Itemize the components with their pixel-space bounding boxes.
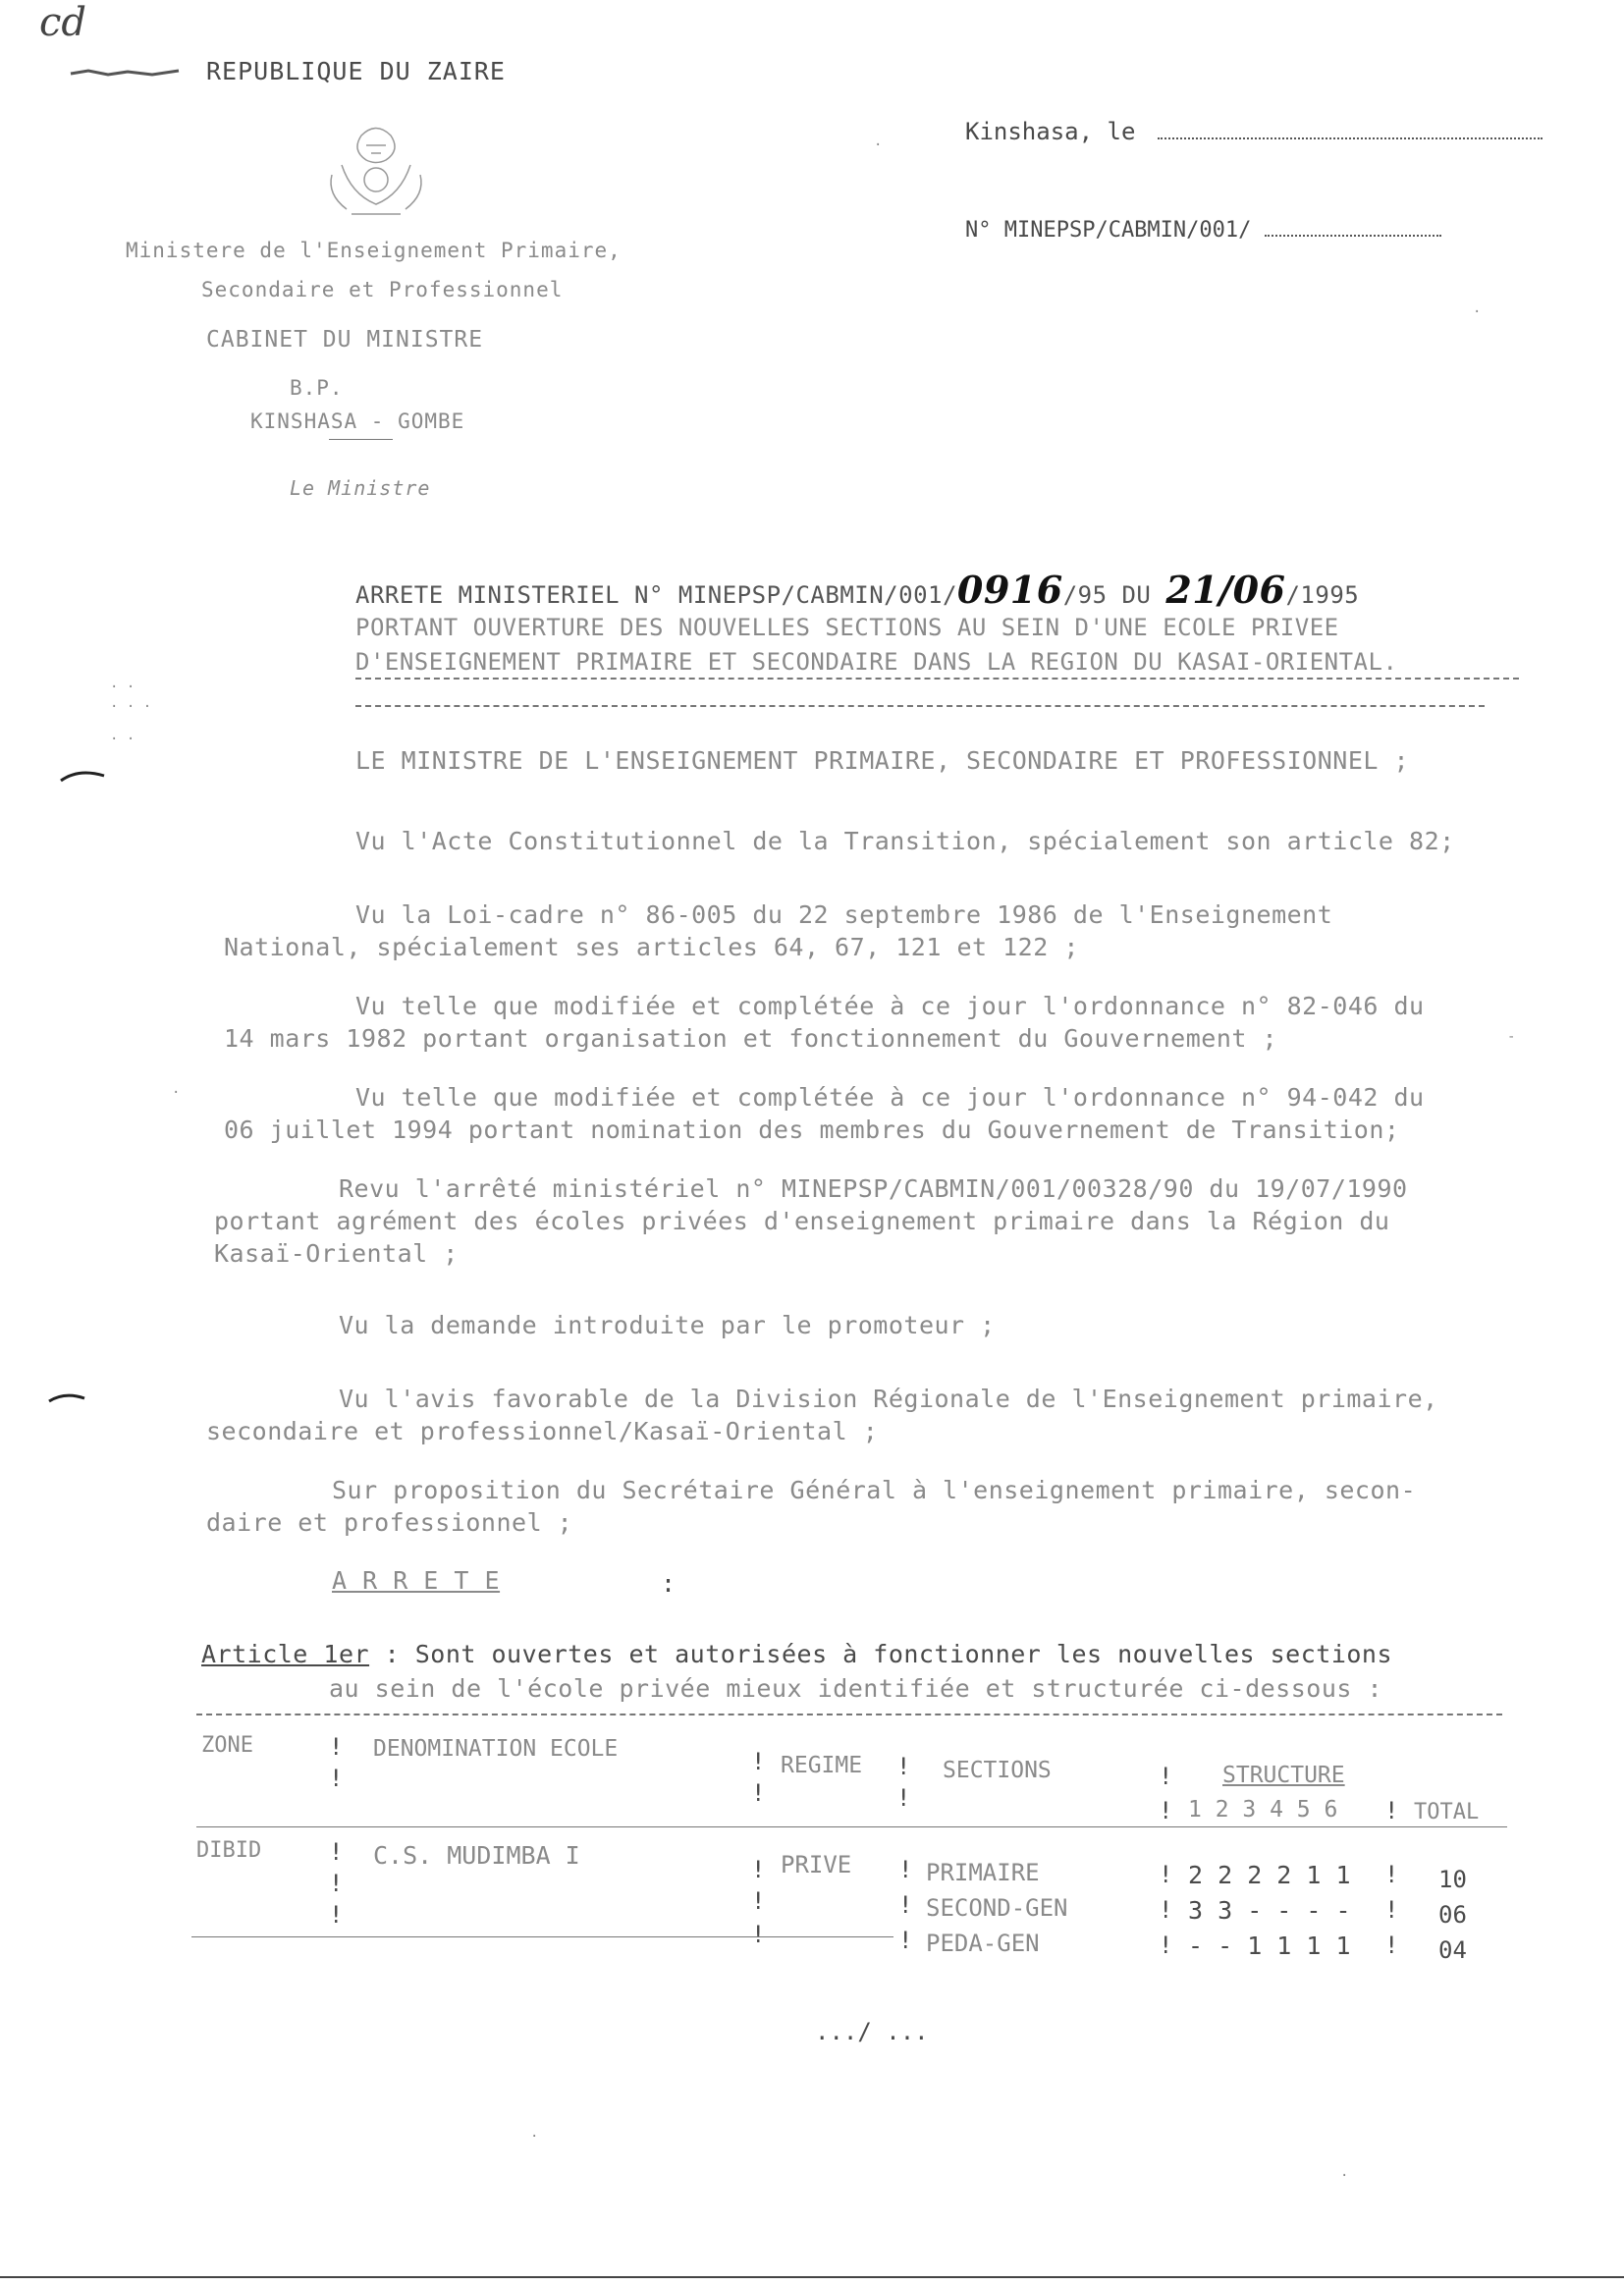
- table-structure-3: - - 1 1 1 1: [1188, 1932, 1351, 1960]
- table-sep-3b: !: [896, 1784, 911, 1812]
- table-sep-1b: !: [329, 1765, 344, 1792]
- table-section-3: PEDA-GEN: [926, 1930, 1040, 1957]
- minister-heading: LE MINISTRE DE L'ENSEIGNEMENT PRIMAIRE, SECONDAIRE ET PROFESSIONNEL ;: [355, 746, 1410, 775]
- considerant-1: Vu l'Acte Constitutionnel de la Transition, spécialement son article 82;: [355, 827, 1455, 855]
- decree-title-underline: [355, 678, 1519, 680]
- considerant-5c: Kasaï-Oriental ;: [214, 1239, 459, 1268]
- table-header-total: TOTAL: [1414, 1800, 1480, 1824]
- article-1: [201, 1640, 1392, 1668]
- reference-blank: [1265, 235, 1441, 237]
- scan-speck: ·: [1340, 2168, 1349, 2184]
- table-zone: DIBID: [196, 1838, 262, 1863]
- table-sep-st-3: !: [1159, 1932, 1173, 1959]
- arrete-heading: A R R E T E: [332, 1566, 501, 1595]
- header-bp: B.P.: [290, 376, 344, 400]
- corner-handwritten-mark: cd: [39, 0, 87, 45]
- considerant-8b: daire et professionnel ;: [206, 1508, 573, 1537]
- letterhead-scribble: [69, 63, 182, 71]
- reference-label: N° MINEPSP/CABMIN/001/: [965, 218, 1252, 243]
- table-sep-2: !: [751, 1748, 766, 1775]
- considerant-4a: Vu telle que modifiée et complétée à ce jour l'ordonnance n° 94-042 du: [355, 1083, 1425, 1112]
- table-sep-sec-3: !: [898, 1927, 913, 1954]
- scan-speck: ·: [530, 2129, 539, 2145]
- table-section-2: SECOND-GEN: [926, 1894, 1068, 1922]
- considerant-4b: 06 juillet 1994 portant nomination des membres du Gouvernement de Transition;: [224, 1116, 1400, 1144]
- table-header-regime: REGIME: [781, 1753, 863, 1778]
- header-cabinet: CABINET DU MINISTRE: [206, 327, 484, 353]
- article-label: Article 1er: [201, 1640, 370, 1668]
- table-sep-6: !: [1384, 1797, 1399, 1824]
- table-total-3: 04: [1438, 1936, 1467, 1964]
- decree-title-prefix: ARRETE MINISTERIEL N° MINEPSP/CABMIN/001/: [355, 581, 957, 609]
- considerant-7a: Vu l'avis favorable de la Division Régionale de l'Enseignement primaire,: [339, 1385, 1438, 1413]
- table-sep-r2: !: [751, 1856, 766, 1883]
- table-bottom-rule: [191, 1936, 893, 1937]
- scan-speck: ·: [1473, 304, 1482, 320]
- table-sep-r1c: !: [329, 1901, 344, 1929]
- scan-speck: ·: [874, 137, 883, 153]
- reference-number: [965, 218, 1441, 243]
- table-header-zone: ZONE: [201, 1733, 253, 1758]
- header-ministry-line1: Ministere de l'Enseignement Primaire,: [126, 239, 622, 262]
- arrete-colon: :: [661, 1569, 677, 1598]
- considerant-8a: Sur proposition du Secrétaire Général à l'enseignement primaire, secon-: [332, 1476, 1417, 1504]
- decree-title-mid: /95 DU: [1062, 581, 1152, 609]
- margin-mark-1: · ·: [110, 680, 135, 695]
- table-top-rule: [196, 1714, 1502, 1715]
- scan-speck: ·: [172, 1085, 181, 1101]
- header-ministry-line2: Secondaire et Professionnel: [201, 278, 564, 301]
- considerant-2a: Vu la Loi-cadre n° 86-005 du 22 septembre 1986 de l'Enseignement: [355, 900, 1333, 929]
- table-sep-1: !: [329, 1733, 344, 1761]
- place-date-label: Kinshasa, le: [965, 118, 1136, 145]
- header-country: REPUBLIQUE DU ZAIRE: [206, 57, 506, 85]
- considerant-2b: National, spécialement ses articles 64, 67, 121 et 122 ;: [224, 933, 1079, 961]
- table-header-sections: SECTIONS: [943, 1758, 1052, 1783]
- table-structure-1: 2 2 2 2 1 1: [1188, 1861, 1351, 1889]
- decree-title-year: /1995: [1285, 581, 1360, 609]
- table-total-1: 10: [1438, 1866, 1467, 1893]
- header-city: KINSHASA - GOMBE: [250, 409, 465, 433]
- table-header-denomination: DENOMINATION ECOLE: [373, 1736, 619, 1762]
- header-underline: [329, 439, 393, 440]
- table-denomination: C.S. MUDIMBA I: [373, 1841, 580, 1870]
- table-structure-2: 3 3 - - - -: [1188, 1896, 1351, 1925]
- decree-title-underline-2: [355, 705, 1485, 707]
- handwritten-decree-date: 21/06: [1165, 568, 1286, 612]
- table-regime: PRIVE: [781, 1851, 852, 1878]
- table-sep-r2c: !: [751, 1921, 766, 1948]
- table-sep-r1b: !: [329, 1870, 344, 1897]
- table-sep-r2b: !: [751, 1887, 766, 1915]
- margin-mark-2: · · ·: [110, 699, 152, 715]
- article-text-a: : Sont ouvertes et autorisées à fonctionner les nouvelles sections: [384, 1640, 1393, 1668]
- table-total-2: 06: [1438, 1901, 1467, 1929]
- table-sep-r1: !: [329, 1838, 344, 1866]
- page-continuation: .../ ...: [815, 2018, 929, 2045]
- table-sep-sec-1: !: [898, 1856, 913, 1883]
- decree-title-line2: PORTANT OUVERTURE DES NOUVELLES SECTIONS AU SEIN D'UNE ECOLE PRIVEE: [355, 614, 1339, 641]
- table-section-1: PRIMAIRE: [926, 1859, 1040, 1886]
- margin-pen-stroke-1: [59, 766, 106, 786]
- decree-title-line1: [355, 568, 1359, 612]
- article-text-b: au sein de l'école privée mieux identifiée et structurée ci-dessous :: [329, 1674, 1383, 1703]
- place-date: [965, 118, 1543, 145]
- considerant-5a: Revu l'arrêté ministériel n° MINEPSP/CABMIN/001/00328/90 du 19/07/1990: [339, 1174, 1408, 1203]
- table-sep-2b: !: [751, 1779, 766, 1807]
- table-header-rule: [196, 1826, 1507, 1827]
- table-sep-tot-1: !: [1384, 1861, 1399, 1888]
- coat-of-arms-icon: [312, 116, 440, 224]
- table-sep-sec-2: !: [898, 1891, 913, 1919]
- date-blank: [1158, 137, 1543, 139]
- table-sep-st-1: !: [1159, 1861, 1173, 1888]
- table-header-structure: STRUCTURE: [1222, 1763, 1345, 1788]
- table-sep-tot-3: !: [1384, 1932, 1399, 1959]
- considerant-3a: Vu telle que modifiée et complétée à ce jour l'ordonnance n° 82-046 du: [355, 992, 1425, 1020]
- considerant-3b: 14 mars 1982 portant organisation et fonctionnement du Gouvernement ;: [224, 1024, 1278, 1053]
- decree-title-line3: D'ENSEIGNEMENT PRIMAIRE ET SECONDAIRE DANS LA REGION DU KASAI-ORIENTAL.: [355, 648, 1398, 676]
- considerant-6: Vu la demande introduite par le promoteur ;: [339, 1311, 996, 1339]
- considerant-5b: portant agrément des écoles privées d'enseignement primaire dans la Région du: [214, 1207, 1390, 1235]
- table-sep-4: !: [1159, 1763, 1173, 1790]
- handwritten-decree-number: 0916: [956, 568, 1063, 612]
- table-sep-tot-2: !: [1384, 1896, 1399, 1924]
- table-header-structure-years: 1 2 3 4 5 6: [1188, 1797, 1338, 1823]
- header-signatory: Le Ministre: [290, 476, 431, 500]
- table-sep-3: !: [896, 1753, 911, 1780]
- margin-mark-3: · ·: [110, 732, 135, 747]
- scan-bottom-edge: [0, 2276, 1624, 2278]
- table-sep-st-2: !: [1159, 1896, 1173, 1924]
- considerant-7b: secondaire et professionnel/Kasaï-Oriental ;: [206, 1417, 879, 1445]
- table-sep-5: !: [1159, 1797, 1173, 1824]
- scan-speck: -: [1507, 1029, 1516, 1045]
- margin-pen-stroke-2: [47, 1389, 86, 1405]
